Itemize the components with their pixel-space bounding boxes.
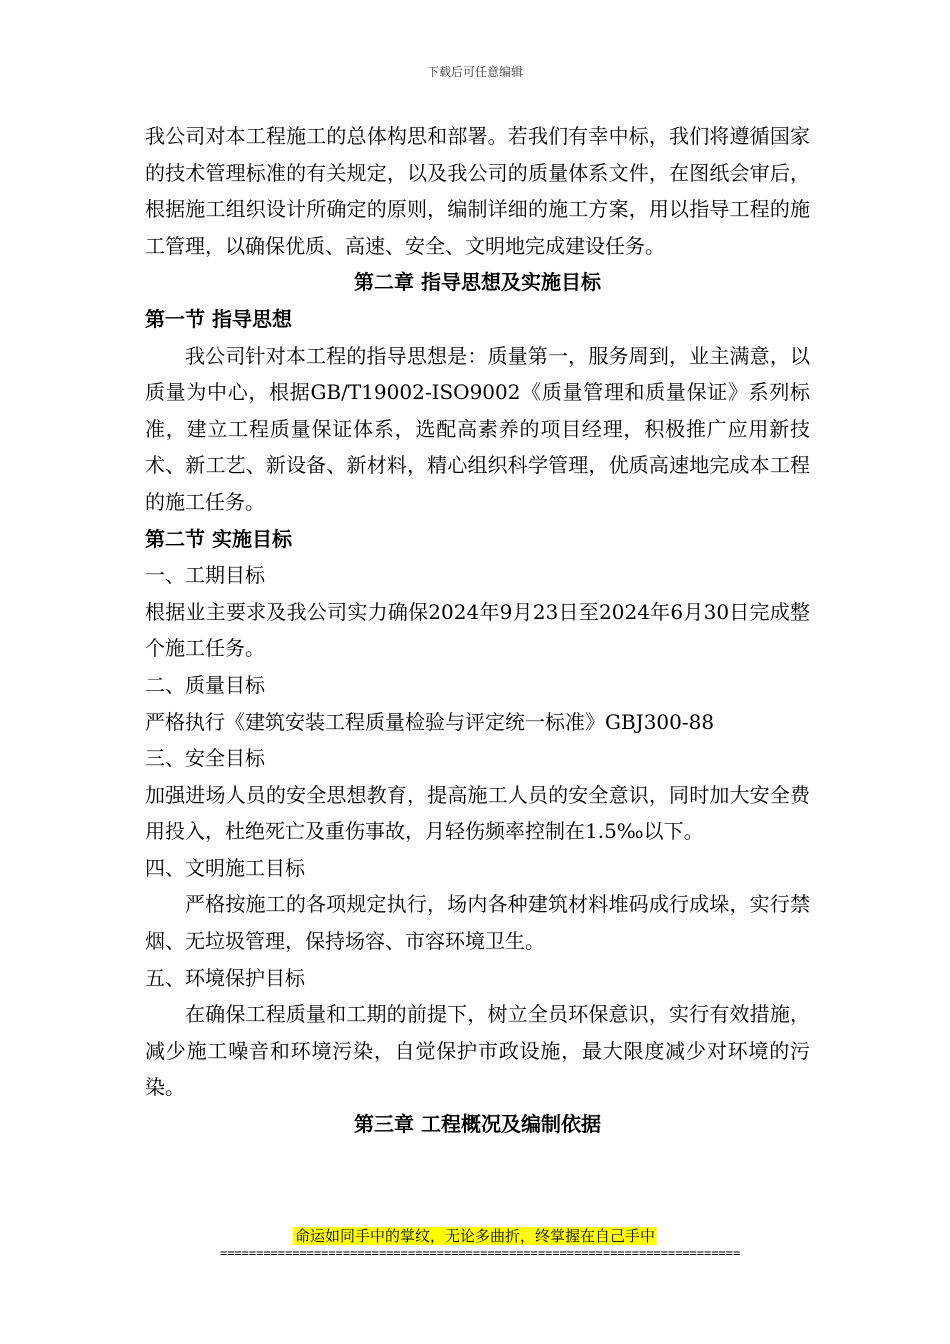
section-1-title: 第一节 指导思想 <box>145 306 292 331</box>
goal-heading-quality: 二、质量目标 <box>145 672 265 697</box>
footer-slogan <box>0 1226 950 1246</box>
footer-divider: ======================================================================== <box>220 1246 741 1260</box>
goal-text-quality: 严格执行《建筑安装工程质量检验与评定统一标准》GBJ300-88 <box>145 709 715 734</box>
chapter-3-title: 第三章 工程概况及编制依据 <box>354 1112 601 1137</box>
header-note: 下载后可任意编辑 <box>426 65 523 79</box>
section-1-paragraph: 我公司针对本工程的指导思想是：质量第一，服务周到，业主满意，以质量为中心，根据GB/T19002-ISO9002《质量管理和质量保证》系列标准，建立工程质量保证体系，选配高素养的项目经理，积极推广应用新技术、新工艺、新设备、新材料，精心组织科学管理，优质高速地完成本工程的施工任务。 <box>145 343 810 514</box>
goal-heading-environment: 五、环境保护目标 <box>145 965 305 990</box>
goal-text-schedule: 根据业主要求及我公司实力确保2024年9月23日至2024年6月30日完成整个施工任务。 <box>145 599 810 661</box>
footer-slogan-text: 命运如同手中的掌纹，无论多曲折，终掌握在自己手中 <box>294 1227 655 1245</box>
intro-paragraph: 我公司对本工程施工的总体构思和部署。若我们有幸中标，我们将遵循国家的技术管理标准的有关规定，以及我公司的质量体系文件，在图纸会审后，根据施工组织设计所确定的原则，编制详细的施工方案，用以指导工程的施工管理，以确保优质、高速、安全、文明地完成建设任务。 <box>145 124 810 258</box>
goal-heading-civilized: 四、文明施工目标 <box>145 855 305 880</box>
section-2-title: 第二节 实施目标 <box>145 526 292 551</box>
document-content <box>145 118 810 1143</box>
goal-text-safety: 加强进场人员的安全思想教育，提高施工人员的安全意识，同时加大安全费用投入，杜绝死亡及重伤事故，月轻伤频率控制在1.5‰以下。 <box>145 782 810 844</box>
chapter-2-title: 第二章 指导思想及实施目标 <box>354 270 601 295</box>
goal-text-civilized: 严格按施工的各项规定执行，场内各种建筑材料堆码成行成垛，实行禁烟、无垃圾管理，保持场容、市容环境卫生。 <box>145 892 810 954</box>
goal-heading-schedule: 一、工期目标 <box>145 563 265 588</box>
goal-heading-safety: 三、安全目标 <box>145 746 265 771</box>
goal-text-environment: 在确保工程质量和工期的前提下，树立全员环保意识，实行有效措施，减少施工噪音和环境污染，自觉保护市政设施，最大限度减少对环境的污染。 <box>145 1002 810 1100</box>
